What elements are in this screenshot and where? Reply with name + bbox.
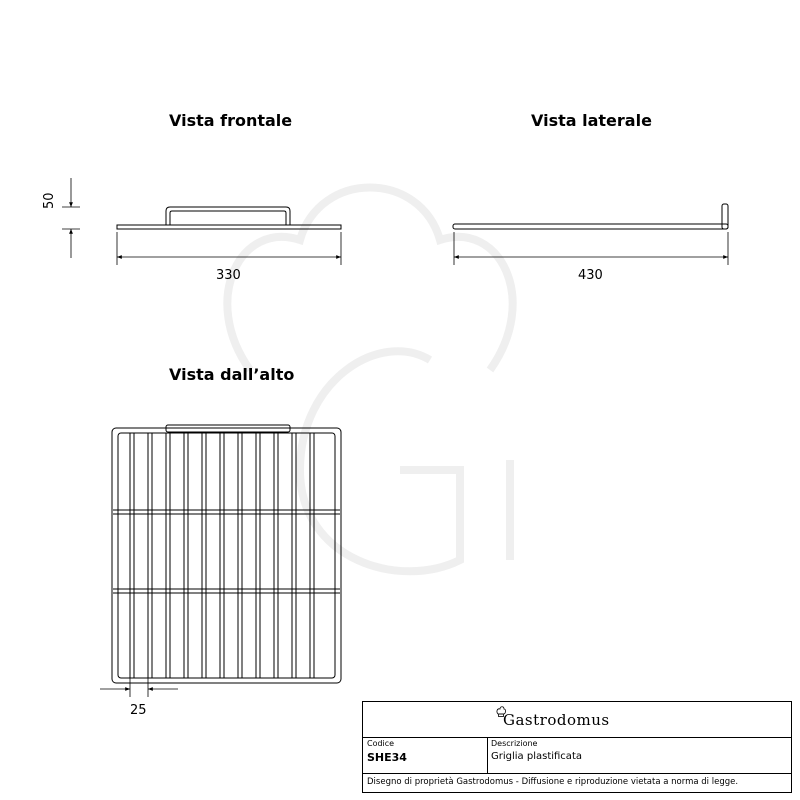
description-label: Descrizione: [491, 739, 538, 748]
top-spacing-value: 25: [130, 703, 147, 718]
top-spacing-dimension: [100, 678, 178, 697]
front-width-value: 330: [216, 268, 241, 283]
code-label: Codice: [367, 739, 395, 748]
side-view: [453, 204, 728, 229]
brand-name: Gastrodomus: [503, 711, 610, 729]
code-value: SHE34: [367, 751, 407, 764]
side-length-dimension: [454, 232, 728, 265]
title-block: [362, 701, 792, 793]
description-value: Griglia plastificata: [491, 751, 582, 762]
title-block-info-row: [363, 737, 791, 774]
front-view: [117, 207, 341, 229]
front-view-title: Vista frontale: [169, 111, 293, 130]
title-block-footnote-row: [363, 773, 791, 792]
front-height-value: 50: [42, 192, 57, 209]
front-width-dimension: [117, 232, 341, 265]
top-view-title: Vista dall’alto: [169, 365, 295, 384]
title-block-brand-row: [363, 702, 791, 738]
side-length-value: 430: [578, 268, 603, 283]
top-view: [112, 425, 341, 683]
front-height-dimension: [62, 178, 80, 258]
side-view-title: Vista laterale: [531, 111, 652, 130]
ownership-footnote: Disegno di proprietà Gastrodomus - Diffusione e riproduzione vietata a norma di legge.: [367, 777, 739, 787]
